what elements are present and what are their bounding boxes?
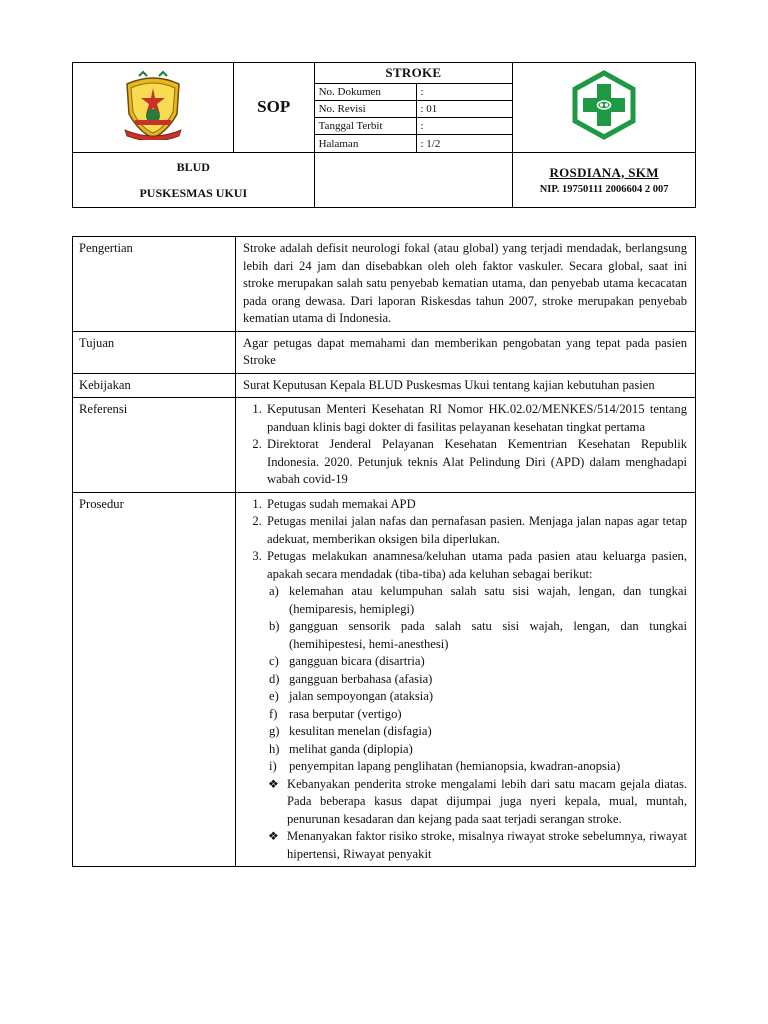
sop-content-table (72, 236, 696, 867)
symptom-item (269, 741, 687, 759)
diamond-bullet-icon: ❖ (268, 829, 279, 843)
note-item (268, 828, 687, 863)
field-label-tanggal-terbit: Tanggal Terbit (314, 118, 417, 135)
item-marker: g) (269, 724, 280, 738)
symptom-list (267, 583, 687, 776)
symptom-text: kelemahan atau kelumpuhan salah satu sisi wajah, lengan, dan tungkai (hemiparesis, hemiplegi) (289, 584, 687, 616)
symptom-item (269, 758, 687, 776)
signatory-name: ROSDIANA, SKM (549, 164, 659, 180)
item-marker: h) (269, 741, 280, 756)
field-label-halaman: Halaman (314, 135, 417, 152)
field-label-no-revisi: No. Revisi (314, 101, 417, 118)
symptom-item (269, 583, 687, 618)
section-prosedur (73, 492, 696, 867)
signatory-block (513, 152, 696, 207)
item-marker: f) (269, 706, 278, 721)
note-text: Kebanyakan penderita stroke mengalami lebih dari satu macam gejala diatas. Pada beberapa kasus dapat dijumpai juga nyeri kepala, mual, muntah, penurunan kesadaran dan kejang pada saat terjadi serangan stroke. (287, 776, 687, 826)
header-blank-cell (314, 152, 513, 207)
section-label: Pengertian (73, 237, 236, 332)
field-label-no-dokumen: No. Dokumen (314, 84, 417, 101)
symptom-item (269, 723, 687, 741)
symptom-text: penyempitan lapang penglihatan (hemianopsia, kwadran-anopsia) (289, 759, 621, 773)
section-label: Referensi (73, 398, 236, 493)
signatory-nip: NIP. 19750111 2006604 2 007 (539, 183, 669, 195)
item-marker: a) (269, 584, 279, 598)
symptom-text: gangguan berbahasa (afasia) (289, 671, 433, 686)
item-marker: e) (269, 689, 279, 703)
referensi-list (243, 401, 687, 489)
note-list (267, 776, 687, 864)
referensi-content (236, 398, 696, 493)
symptom-text: gangguan sensorik pada salah satu sisi wajah, lengan, dan tungkai (hemihipestesi, hemi-anesthesi) (289, 619, 687, 651)
pengertian-text: Stroke adalah defisit neurologi fokal (atau global) yang terjadi mendadak, berlangsung lebih dari 24 jam dan disebabkan oleh oleh faktor vaskuler. Secara global, saat ini stroke merupakan salah satu penyebab kematian utama, dan penyebab utama kecacatan pada orang dewasa. Dari laporan Riskesdas tahun 2007, stroke merupakan penyebab kematian utama di Indonesia. (236, 237, 696, 332)
symptom-text: melihat ganda (diplopia) (289, 741, 413, 756)
symptom-text: gangguan bicara (disartria) (289, 654, 425, 668)
field-value-halaman: : 1/2 (417, 135, 513, 152)
symptom-item (269, 706, 687, 724)
symptom-item (269, 688, 687, 706)
section-label: Tujuan (73, 331, 236, 373)
list-item: 2. Direktorat Jenderal Pelayanan Kesehatan Kementrian Kesehatan Republik Indonesia. 2020. Petunjuk teknis Alat Pelindung Diri (APD) dalam menghadapi wabah covid-19 (265, 436, 687, 489)
kebijakan-text: Surat Keputusan Kepala BLUD Puskesmas Ukui tentang kajian kebutuhan pasien (236, 373, 696, 398)
field-value-tanggal-terbit: : (417, 118, 513, 135)
list-item (265, 548, 687, 863)
list-item: 1. Keputusan Menteri Kesehatan RI Nomor HK.02.02/MENKES/514/2015 tentang panduan klinis bagi dokter di fasilitas pelayanan kesehatan tingkat pertama (265, 401, 687, 436)
tujuan-text: Agar petugas dapat memahami dan memberikan pengobatan yang tepat pada pasien Stroke (236, 331, 696, 373)
list-item: 2. Petugas menilai jalan nafas dan pernafasan pasien. Menjaga jalan napas agar tetap adekuat, memberikan oksigen bila diperlukan. (265, 513, 687, 548)
diamond-bullet-icon: ❖ (268, 776, 279, 791)
sop-label: SOP (233, 63, 314, 153)
symptom-text: kesulitan menelan (disfagia) (289, 724, 432, 738)
section-pengertian (73, 237, 696, 332)
symptom-item (269, 671, 687, 689)
prosedur-list (243, 496, 687, 864)
section-label: Prosedur (73, 492, 236, 867)
list-item: 1. Petugas sudah memakai APD (265, 496, 687, 514)
note-text: Menanyakan faktor risiko stroke, misalnya riwayat stroke sebelumnya, riwayat hipertensi, Riwayat penyakit (287, 829, 687, 861)
field-value-no-revisi: : 01 (417, 101, 513, 118)
item-marker: i) (269, 759, 277, 773)
organization-line-1: BLUD (176, 159, 210, 174)
section-kebijakan (73, 373, 696, 398)
section-label: Kebijakan (73, 373, 236, 398)
field-value-no-dokumen: : (417, 84, 513, 101)
document-header (72, 62, 696, 208)
organization-line-2: PUSKESMAS UKUI (139, 185, 248, 200)
symptom-item (269, 653, 687, 671)
item-marker: d) (269, 671, 280, 686)
document-title: STROKE (314, 63, 513, 84)
list-item-text: Petugas melakukan anamnesa/keluhan utama pada pasien atau keluarga pasien, apakah secara mendadak (tiba-tiba) ada keluhan sebagai berikut: (267, 549, 687, 581)
symptom-text: rasa berputar (vertigo) (289, 706, 402, 721)
section-tujuan (73, 331, 696, 373)
item-marker: b) (269, 619, 280, 633)
puskesmas-logo-icon (572, 70, 636, 140)
item-marker: c) (269, 654, 279, 668)
regency-emblem-cell (73, 63, 234, 153)
symptom-text: jalan sempoyongan (ataksia) (289, 689, 434, 703)
regency-emblem-icon (121, 70, 185, 140)
puskesmas-logo-cell (513, 63, 696, 153)
prosedur-content (236, 492, 696, 867)
note-item (268, 776, 687, 829)
section-referensi (73, 398, 696, 493)
organization-name (73, 152, 315, 207)
symptom-item (269, 618, 687, 653)
